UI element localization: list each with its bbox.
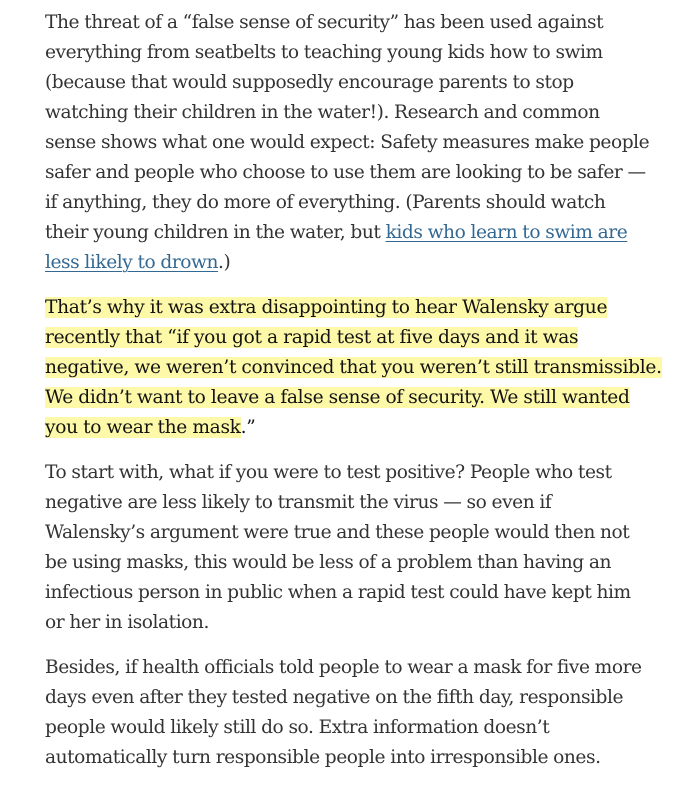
paragraph-line: negative are less likely to transmit the virus — so even if (45, 492, 552, 513)
highlighted-quote-paragraph (45, 293, 662, 443)
paragraph-line-with-link (45, 218, 651, 248)
paragraph-line: To start with, what if you were to test positive? People who test (45, 462, 612, 483)
paragraph-line: people would likely still do so. Extra information doesn’t (45, 717, 550, 738)
highlighted-line (45, 383, 651, 413)
paragraph-line: be using masks, this would be less of a problem than having an (45, 552, 612, 573)
highlight-mark: That’s why it was extra disappointing to hear Walensky argue (45, 297, 608, 318)
paragraph-line: The threat of a “false sense of security” has been used against (45, 12, 604, 33)
article-paragraph (45, 653, 651, 773)
paragraph-line: (because that would supposedly encourage parents to stop (45, 72, 574, 93)
highlighted-line (45, 293, 651, 323)
highlighted-line (45, 413, 651, 443)
highlighted-line (45, 353, 662, 383)
paragraph-line-text: .) (218, 252, 231, 273)
paragraph-line: safer and people who choose to use them are looking to be safer — (45, 162, 646, 183)
paragraph-line: watching their children in the water!). Research and common (45, 102, 600, 123)
highlight-mark: you to wear the mask (45, 417, 241, 438)
paragraph-line: automatically turn responsible people into irresponsible ones. (45, 747, 601, 768)
paragraph-line: sense shows what one would expect: Safety measures make people (45, 132, 650, 153)
paragraph-line-with-link (45, 248, 651, 278)
paragraph-line: days even after they tested negative on the fifth day, responsible (45, 687, 624, 708)
paragraph-line-text: their young children in the water, but (45, 222, 386, 243)
highlight-mark: negative, we weren’t convinced that you weren’t still transmissible. (45, 357, 662, 378)
paragraph-line: Besides, if health officials told people to wear a mask for five more (45, 657, 642, 678)
article-paragraph (45, 8, 651, 278)
highlight-mark: We didn’t want to leave a false sense of security. We still wanted (45, 387, 630, 408)
paragraph-line: Walensky’s argument were true and these people would then not (45, 522, 630, 543)
drowning-study-link[interactable]: kids who learn to swim are (385, 222, 628, 243)
paragraph-line: or her in isolation. (45, 612, 209, 633)
paragraph-line: infectious person in public when a rapid test could have kept him (45, 582, 631, 603)
highlighted-line (45, 323, 651, 353)
article-body (45, 8, 662, 788)
closing-quote: .” (240, 417, 256, 438)
article-paragraph (45, 458, 651, 638)
drowning-study-link-continued[interactable]: less likely to drown (45, 252, 219, 273)
paragraph-line: if anything, they do more of everything. (Parents should watch (45, 192, 606, 213)
highlight-mark: recently that “if you got a rapid test at five days and it was (45, 327, 579, 348)
paragraph-line: everything from seatbelts to teaching young kids how to swim (45, 42, 603, 63)
